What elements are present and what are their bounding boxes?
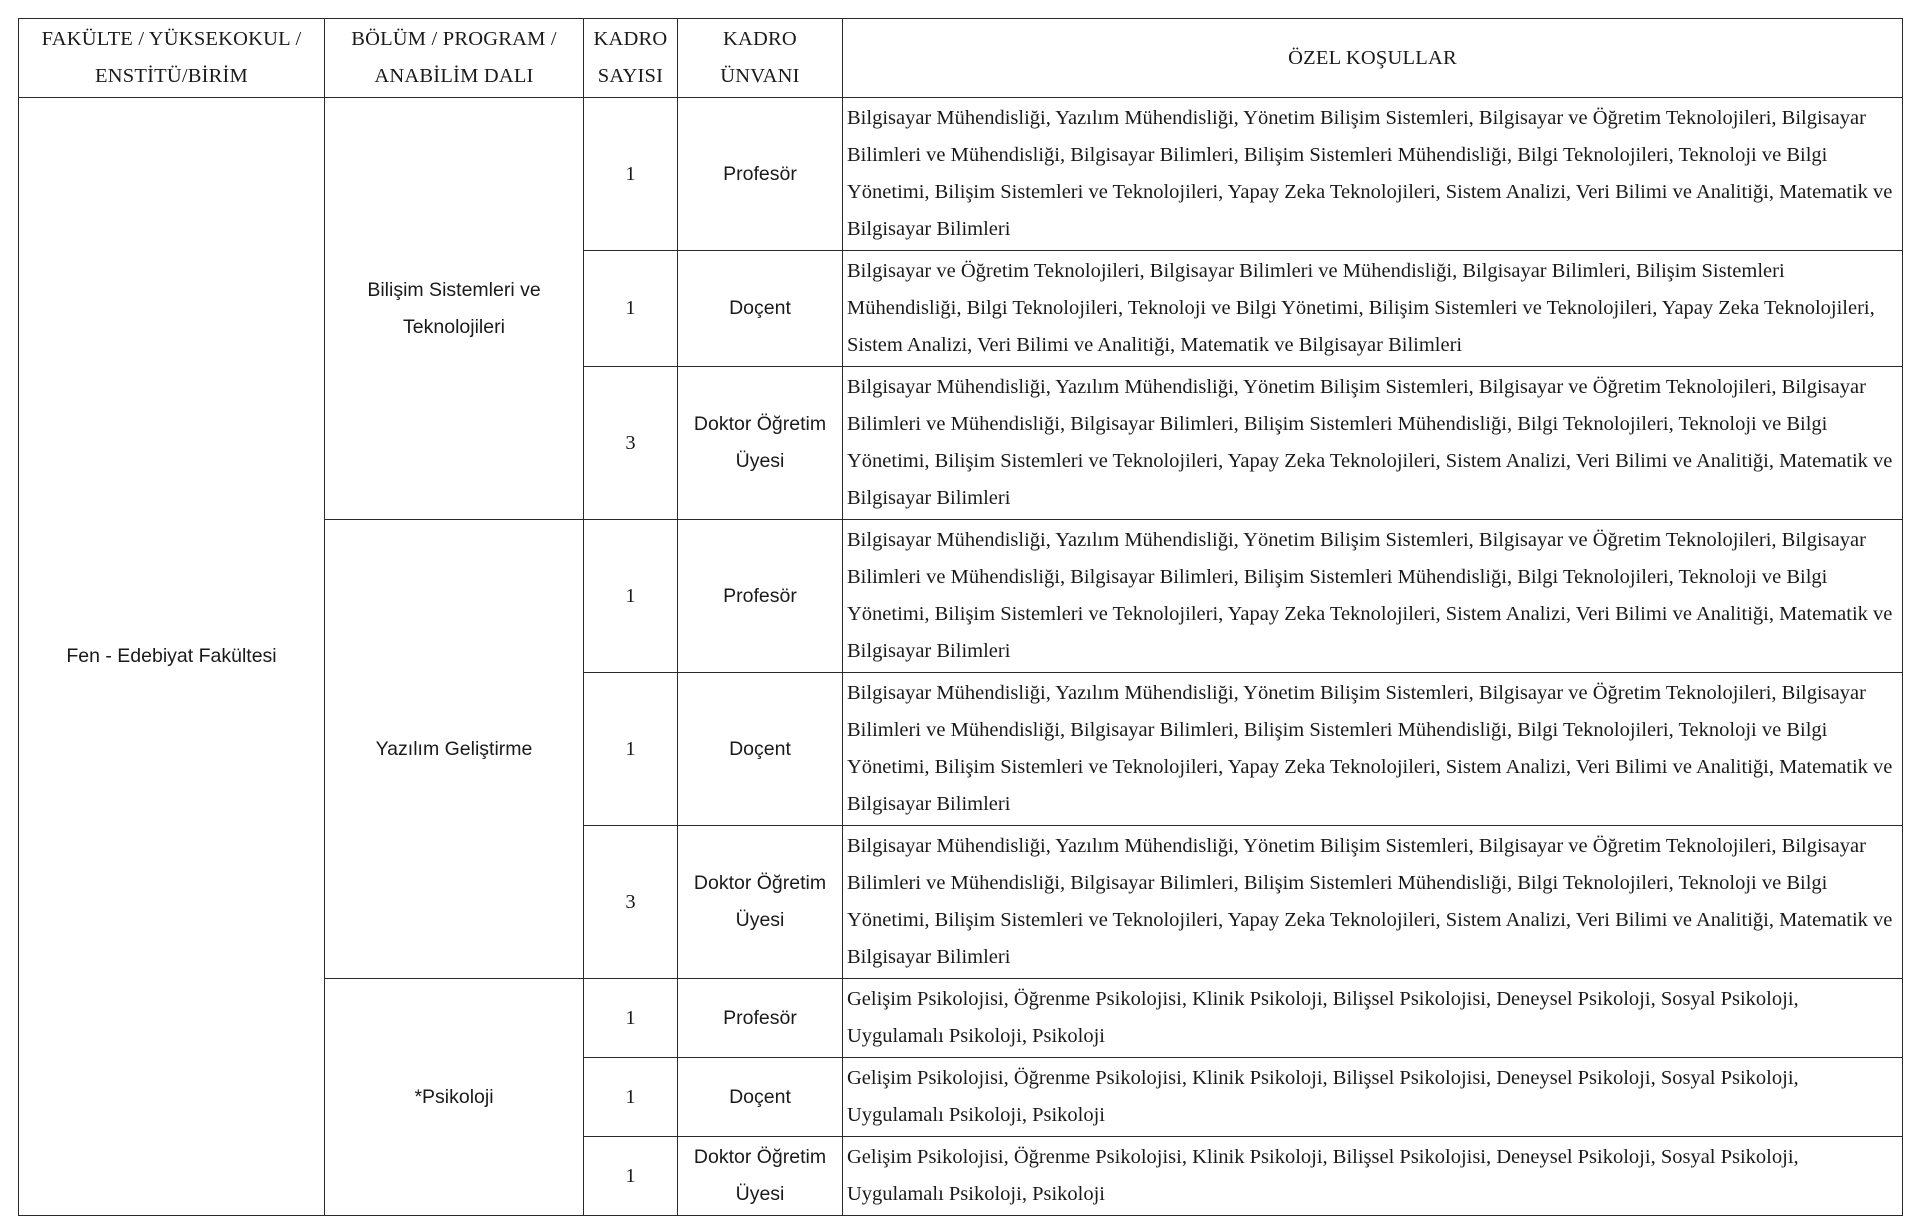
department-cell (325, 520, 584, 979)
position-count-cell: 3 (584, 367, 678, 520)
position-title: Doçent (729, 737, 791, 760)
header-row (19, 19, 1903, 98)
position-title: Profesör (723, 584, 797, 607)
position-count-cell: 1 (584, 1058, 678, 1137)
position-count-cell: 1 (584, 520, 678, 673)
department-name: Teknolojileri (403, 315, 505, 338)
header-special-conditions: ÖZEL KOŞULLAR (843, 19, 1903, 98)
position-count-cell: 3 (584, 826, 678, 979)
position-title: Doktor Öğretim (693, 413, 827, 435)
department-name: Bilişim Sistemleri ve (367, 278, 541, 301)
position-title: Doçent (729, 297, 791, 319)
faculty-cell: Fen - Edebiyat Fakültesi (19, 98, 325, 1216)
position-title-cell (678, 98, 843, 251)
position-title: Profesör (723, 162, 797, 185)
position-title: Üyesi (735, 909, 785, 931)
position-title: Üyesi (735, 1183, 785, 1205)
special-conditions-cell: Bilgisayar Mühendisliği, Yazılım Mühendisliği, Yönetim Bilişim Sistemleri, Bilgisayar ve Öğretim Teknolojileri, Bilgisayar Bilimleri ve Mühendisliği, Bilgisayar Bilimleri, Bilişim Sistemleri Mühendisliği, Bilgi Teknolojileri, Teknoloji ve Bilgi Yönetimi, Bilişim Sistemleri ve Teknolojileri, Yapay Zeka Teknolojileri, Sistem Analizi, Veri Bilimi ve Analitiği, Matematik ve Bilgisayar Bilimleri (843, 673, 1903, 826)
position-title: Doktor Öğretim (693, 872, 827, 894)
special-conditions-cell: Bilgisayar Mühendisliği, Yazılım Mühendisliği, Yönetim Bilişim Sistemleri, Bilgisayar ve Öğretim Teknolojileri, Bilgisayar Bilimleri ve Mühendisliği, Bilgisayar Bilimleri, Bilişim Sistemleri Mühendisliği, Bilgi Teknolojileri, Teknoloji ve Bilgi Yönetimi, Bilişim Sistemleri ve Teknolojileri, Yapay Zeka Teknolojileri, Sistem Analizi, Veri Bilimi ve Analitiği, Matematik ve Bilgisayar Bilimleri (843, 98, 1903, 251)
special-conditions-cell: Gelişim Psikolojisi, Öğrenme Psikolojisi, Klinik Psikoloji, Bilişsel Psikolojisi, Deneysel Psikoloji, Sosyal Psikoloji, Uygulamalı Psikoloji, Psikoloji (843, 1137, 1903, 1216)
header-position-title: KADRO ÜNVANI (678, 19, 843, 98)
position-title-cell (678, 826, 843, 979)
header-faculty: FAKÜLTE / YÜKSEKOKUL / ENSTİTÜ/BİRİM (19, 19, 325, 98)
position-title: Üyesi (735, 450, 785, 472)
position-count-cell: 1 (584, 98, 678, 251)
position-title: Doktor Öğretim (693, 1146, 827, 1168)
special-conditions-cell: Gelişim Psikolojisi, Öğrenme Psikolojisi, Klinik Psikoloji, Bilişsel Psikolojisi, Deneysel Psikoloji, Sosyal Psikoloji, Uygulamalı Psikoloji, Psikoloji (843, 1058, 1903, 1137)
header-department: BÖLÜM / PROGRAM / ANABİLİM DALI (325, 19, 584, 98)
department-name: *Psikoloji (414, 1085, 494, 1108)
special-conditions-cell: Gelişim Psikolojisi, Öğrenme Psikolojisi, Klinik Psikoloji, Bilişsel Psikolojisi, Deneysel Psikoloji, Sosyal Psikoloji, Uygulamalı Psikoloji, Psikoloji (843, 979, 1903, 1058)
position-title-cell (678, 1137, 843, 1216)
department-cell (325, 98, 584, 520)
position-count-cell: 1 (584, 979, 678, 1058)
position-count-cell: 1 (584, 673, 678, 826)
department-cell (325, 979, 584, 1216)
position-title-cell (678, 367, 843, 520)
position-count-cell: 1 (584, 1137, 678, 1216)
position-title-cell (678, 251, 843, 367)
position-title-cell (678, 1058, 843, 1137)
special-conditions-cell: Bilgisayar Mühendisliği, Yazılım Mühendisliği, Yönetim Bilişim Sistemleri, Bilgisayar ve Öğretim Teknolojileri, Bilgisayar Bilimleri ve Mühendisliği, Bilgisayar Bilimleri, Bilişim Sistemleri Mühendisliği, Bilgi Teknolojileri, Teknoloji ve Bilgi Yönetimi, Bilişim Sistemleri ve Teknolojileri, Yapay Zeka Teknolojileri, Sistem Analizi, Veri Bilimi ve Analitiği, Matematik ve Bilgisayar Bilimleri (843, 520, 1903, 673)
department-name: Yazılım Geliştirme (375, 737, 533, 760)
table-row (19, 98, 1903, 251)
table-body (19, 98, 1903, 1216)
position-title: Profesör (723, 1006, 797, 1029)
header-position-count: KADRO SAYISI (584, 19, 678, 98)
position-title-cell (678, 979, 843, 1058)
position-title-cell (678, 673, 843, 826)
special-conditions-cell: Bilgisayar Mühendisliği, Yazılım Mühendisliği, Yönetim Bilişim Sistemleri, Bilgisayar ve Öğretim Teknolojileri, Bilgisayar Bilimleri ve Mühendisliği, Bilgisayar Bilimleri, Bilişim Sistemleri Mühendisliği, Bilgi Teknolojileri, Teknoloji ve Bilgi Yönetimi, Bilişim Sistemleri ve Teknolojileri, Yapay Zeka Teknolojileri, Sistem Analizi, Veri Bilimi ve Analitiği, Matematik ve Bilgisayar Bilimleri (843, 367, 1903, 520)
special-conditions-cell: Bilgisayar Mühendisliği, Yazılım Mühendisliği, Yönetim Bilişim Sistemleri, Bilgisayar ve Öğretim Teknolojileri, Bilgisayar Bilimleri ve Mühendisliği, Bilgisayar Bilimleri, Bilişim Sistemleri Mühendisliği, Bilgi Teknolojileri, Teknoloji ve Bilgi Yönetimi, Bilişim Sistemleri ve Teknolojileri, Yapay Zeka Teknolojileri, Sistem Analizi, Veri Bilimi ve Analitiği, Matematik ve Bilgisayar Bilimleri (843, 826, 1903, 979)
position-title-cell (678, 520, 843, 673)
position-title: Doçent (729, 1085, 791, 1108)
positions-table (18, 18, 1903, 1216)
position-count-cell: 1 (584, 251, 678, 367)
special-conditions-cell: Bilgisayar ve Öğretim Teknolojileri, Bilgisayar Bilimleri ve Mühendisliği, Bilgisayar Bilimleri, Bilişim Sistemleri Mühendisliği, Bilgi Teknolojileri, Teknoloji ve Bilgi Yönetimi, Bilişim Sistemleri ve Teknolojileri, Yapay Zeka Teknolojileri, Sistem Analizi, Veri Bilimi ve Analitiği, Matematik ve Bilgisayar Bilimleri (843, 251, 1903, 367)
